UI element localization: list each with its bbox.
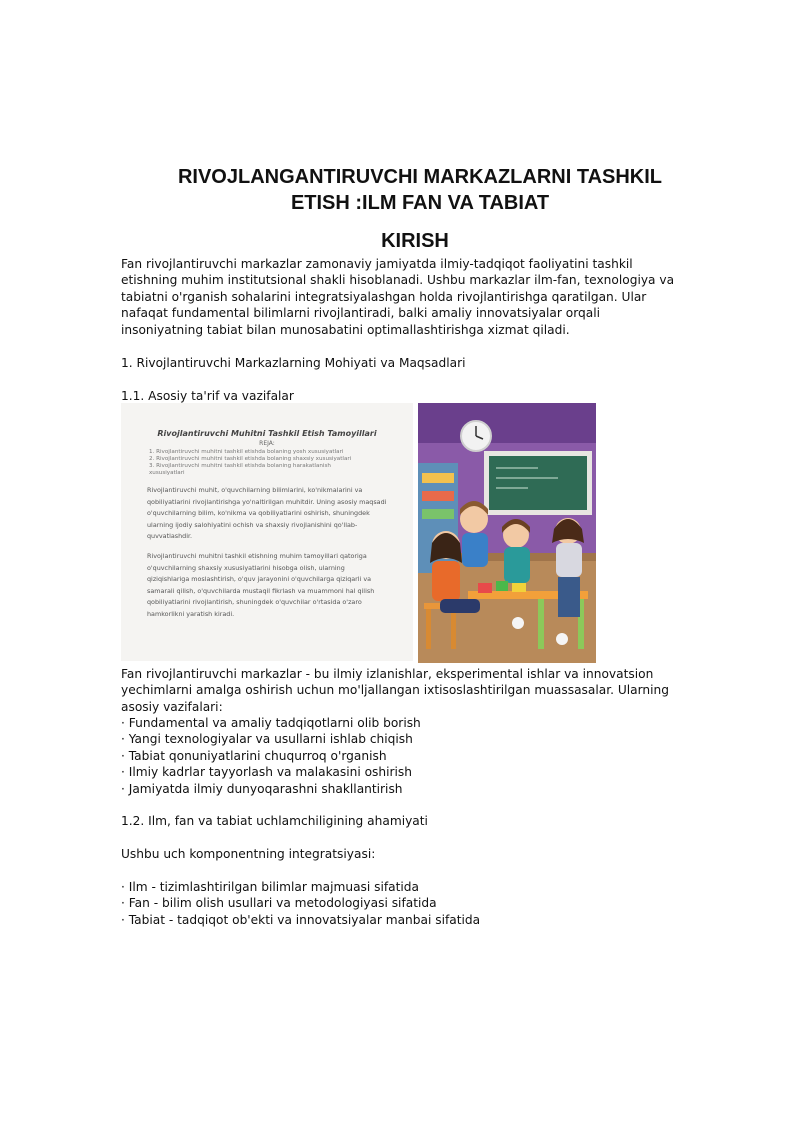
section-1-heading: [121, 355, 681, 371]
classroom-children-photo: [418, 403, 596, 663]
paragraph-3: [121, 846, 681, 862]
intro-paragraph: [121, 256, 681, 338]
figure-subtitle: REJA:: [259, 440, 275, 447]
figure-plan-item: xususiyatlari: [149, 470, 185, 476]
paragraph-3-text: Ushbu uch komponentning integratsiyasi:: [121, 847, 376, 861]
intro-text: Fan rivojlantiruvchi markazlar zamonaviy jamiyatda ilmiy-tadqiqot faoliyatini tashkil etishning muhim institutsional shakli hisoblanadi. Ushbu markazlar ilm-fan, texnologiya va tabiatni o'rganish sohalarini integratsiyalashgan holda rivojlantirishga qaratilgan. Ular nafaqat fundamental bilimlarni rivojlantiradi, balki amaliy innovatsiyalar orqali insoniyatning tabiat bilan munosabatini optimallashtirishga xizmat qiladi.: [121, 257, 675, 337]
document-thumbnail-figure: [121, 403, 413, 661]
paragraph-2: [121, 666, 681, 715]
section-1-1-heading: [121, 388, 681, 404]
title-line-1: RIVOJLANGANTIRUVCHI MARKAZLARNI TASHKIL: [177, 166, 663, 188]
list-item: · Tabiat qonuniyatlarini chuqurroq o'rganish: [121, 748, 387, 763]
figure-plan-item: 2. Rivojlantiruvchi muhitni tashkil etishda bolaning shaxsiy xususiyatlari: [149, 456, 352, 462]
list-item: · Fundamental va amaliy tadqiqotlarni olib borish: [121, 716, 421, 730]
list-item: · Fan - bilim olish usullari va metodologiyasi sifatida: [121, 896, 437, 911]
section-1-1-text: 1.1. Asosiy ta'rif va vazifalar: [121, 389, 294, 403]
figure-paragraph-2: Rivojlantiruvchi muhitni tashkil etishning muhim tamoyillari qatoriga o'quvchilarning shaxsiy xususiyatlarini hisobga olish, ularning qiziqishlariga moslashtirish, o'quv jarayonini o'quvchilarga qiziqarli va samarali qilish, o'quvchilarda mustaqil fikrlash va muammoni hal qilish qobiliyatlarini rivojlantirish, shuningdek o'quvchilar o'rtasida o'zaro hamkorlikni yaratish kiradi.: [147, 551, 375, 618]
list-item: · Tabiat - tadqiqot ob'ekti va innovatsiyalar manbai sifatida: [121, 912, 481, 927]
figure-plan-list: [149, 449, 413, 477]
integration-list: [121, 879, 681, 928]
list-item: · Yangi texnologiyalar va usullarni ishlab chiqish: [121, 732, 413, 747]
list-item: · Ilmiy kadrlar tayyorlash va malakasini oshirish: [121, 765, 412, 780]
section-1-2-heading: [121, 813, 681, 829]
figure-paragraph-1: Rivojlantiruvchi muhit, o'quvchilarning bilimlarini, ko'nikmalarini va qobiliyatlarini rivojlantirishga yo'naltirilgan muhitdir. Uning asosiy maqsadi o'quvchilarning bilim, ko'nikma va qobiliyatlarini oshirish, shuningdek ularning ijodiy salohiyatini ochish va shaxsiy rivojlanishini qo'llab-quvvatlashdir.: [147, 486, 387, 541]
list-item: · Ilm - tizimlashtirilgan bilimlar majmuasi sifatida: [121, 880, 420, 894]
figure-plan-item: 1. Rivojlantiruvchi muhitni tashkil etishda bolaning yosh xususiyatlari: [149, 449, 344, 455]
title-line-2: ETISH :ILM FAN VA TABIAT: [290, 192, 550, 214]
section-heading-kirish: KIRISH: [381, 230, 449, 252]
paragraph-2-text: Fan rivojlantiruvchi markazlar - bu ilmiy izlanishlar, eksperimental ishlar va innovatsion yechimlarni amalga oshirish uchun mo'ljallangan ixtisoslashtirilgan muassasalar. Ularning asosiy vazifalari:: [121, 667, 670, 714]
task-list: [121, 715, 681, 797]
list-item: · Jamiyatda ilmiy dunyoqarashni shakllantirish: [121, 781, 403, 796]
figure-title: Rivojlantiruvchi Muhitni Tashkil Etish Tamoyillari: [157, 429, 377, 438]
section-1-2-text: 1.2. Ilm, fan va tabiat uchlamchiligining ahamiyati: [121, 814, 428, 828]
classroom-illustration: [418, 403, 596, 663]
document-title: [120, 164, 720, 216]
section-1-text: 1. Rivojlantiruvchi Markazlarning Mohiyati va Maqsadlari: [121, 356, 466, 370]
figure-plan-item: 3. Rivojlantiruvchi muhitni tashkil etishda bolaning harakatlanish: [149, 463, 331, 469]
